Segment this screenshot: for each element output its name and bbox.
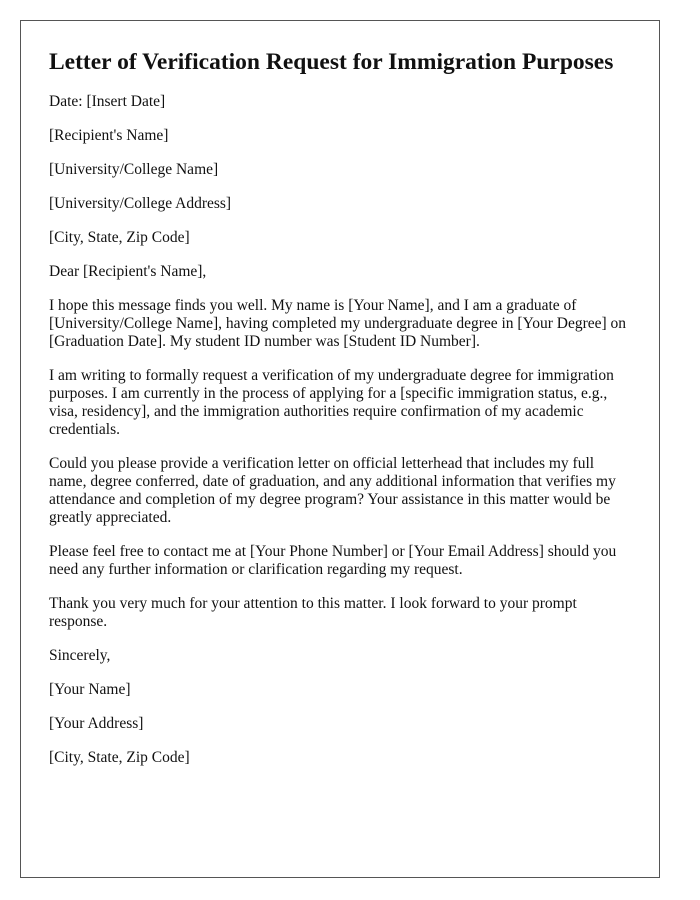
body-paragraph-request: I am writing to formally request a verification of my undergraduate degree for immigration purposes. I am currently in the process of applying for a [specific immigration status, e.g., visa, residency], and the immigration authorities require confirmation of my academic credentials.: [49, 367, 614, 438]
recipient-institution: [University/College Name]: [49, 161, 219, 178]
body-paragraph-contact: Please feel free to contact me at [Your Phone Number] or [Your Email Address] should you need any further information or clarification regarding my request.: [49, 543, 617, 578]
sender-name: [Your Name]: [49, 681, 131, 698]
letter-title: Letter of Verification Request for Immigration Purposes: [49, 49, 614, 75]
salutation: Dear [Recipient's Name],: [49, 263, 207, 280]
body-paragraph-details: Could you please provide a verification letter on official letterhead that includes my full name, degree conferred, date of graduation, and any additional information that verifies my attendance and completion of my degree program? Your assistance in this matter would be greatly appreciated.: [49, 455, 616, 526]
recipient-city-state-zip: [City, State, Zip Code]: [49, 229, 190, 246]
date-line: Date: [Insert Date]: [49, 93, 166, 110]
recipient-name: [Recipient's Name]: [49, 127, 169, 144]
body-paragraph-introduction: I hope this message finds you well. My name is [Your Name], and I am a graduate of [University/College Name], having completed my undergraduate degree in [Your Degree] on [Graduation Date]. My student ID number was [Student ID Number].: [49, 297, 627, 350]
sender-address: [Your Address]: [49, 715, 144, 732]
letter-page: [20, 20, 660, 878]
closing: Sincerely,: [49, 647, 111, 664]
recipient-address: [University/College Address]: [49, 195, 232, 212]
body-paragraph-thanks: Thank you very much for your attention to this matter. I look forward to your prompt response.: [49, 595, 577, 630]
sender-city-state-zip: [City, State, Zip Code]: [49, 749, 190, 766]
